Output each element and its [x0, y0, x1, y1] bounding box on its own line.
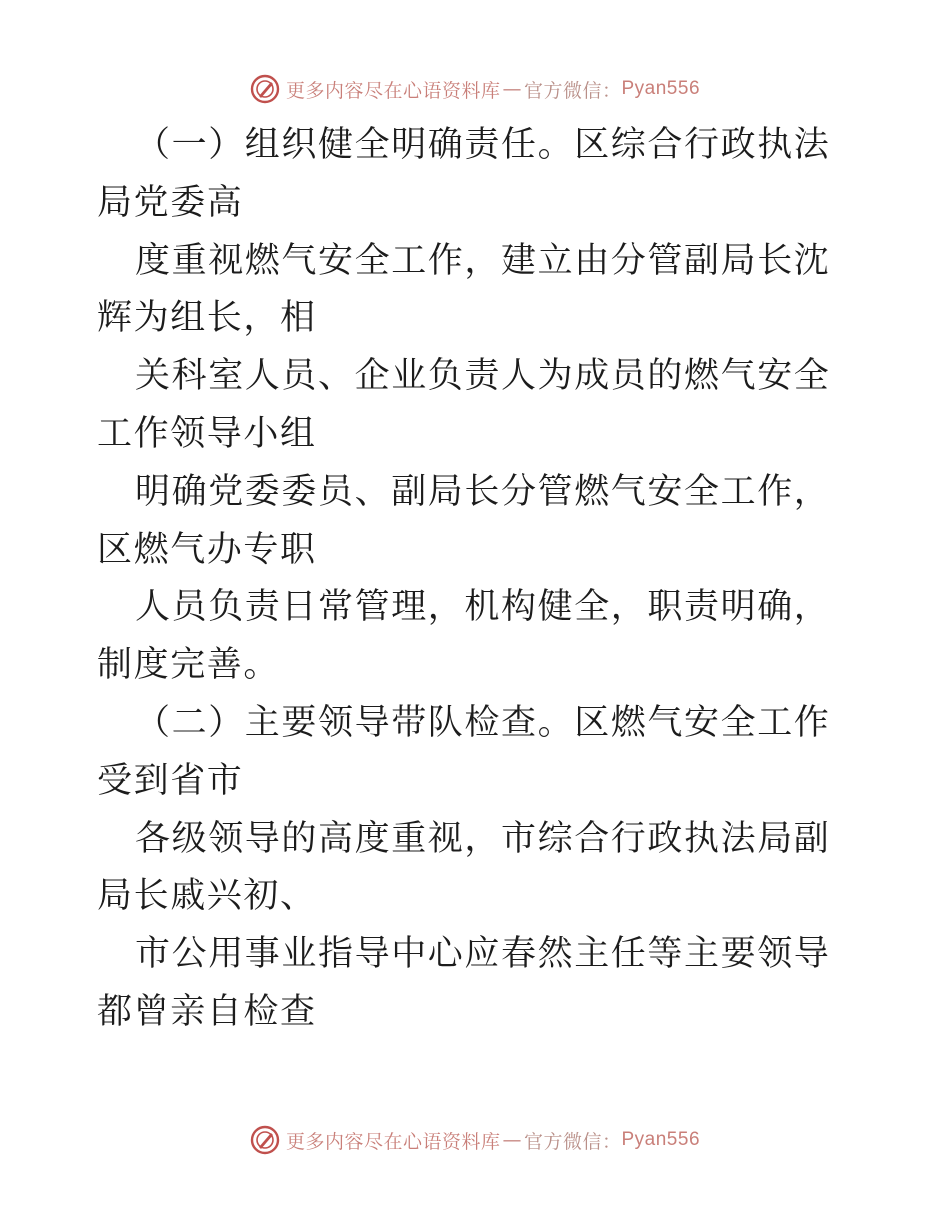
watermark-site-name: 更多内容尽在心语资料库: [285, 79, 501, 102]
watermark-wechat-id: Pyan556: [621, 1129, 701, 1150]
watermark-site-name: 更多内容尽在心语资料库: [285, 1130, 501, 1153]
quill-logo-icon: [250, 1125, 280, 1155]
paragraph-4: 明确党委委员、副局长分管燃气安全工作，区燃气办专职: [97, 471, 831, 570]
watermark-dash: —: [502, 78, 522, 100]
paragraph-1: （一）组织健全明确责任。区综合行政执法局党委高: [97, 125, 831, 223]
watermark-official-label: 官方微信：: [523, 79, 622, 102]
document-body: [97, 117, 857, 1042]
quill-logo-icon: [250, 74, 280, 104]
header-watermark: [0, 72, 950, 106]
footer-watermark: [0, 1123, 950, 1157]
paragraph-5: 人员负责日常管理，机构健全，职责明确，制度完善。: [97, 587, 831, 686]
watermark-dash: —: [502, 1129, 522, 1151]
watermark-official-label: 官方微信：: [523, 1130, 622, 1153]
paragraph-2: 度重视燃气安全工作，建立由分管副局长沈辉为组长，相: [97, 240, 831, 339]
paragraph-7: 各级领导的高度重视，市综合行政执法局副局长戚兴初、: [97, 818, 831, 917]
watermark-wechat-id: Pyan556: [621, 78, 701, 99]
paragraph-3: 关科室人员、企业负责人为成员的燃气安全工作领导小组: [97, 356, 831, 454]
paragraph-8: 市公用事业指导中心应春然主任等主要领导都曾亲自检查: [97, 934, 831, 1032]
paragraph-6: （二）主要领导带队检查。区燃气安全工作受到省市: [97, 702, 831, 801]
